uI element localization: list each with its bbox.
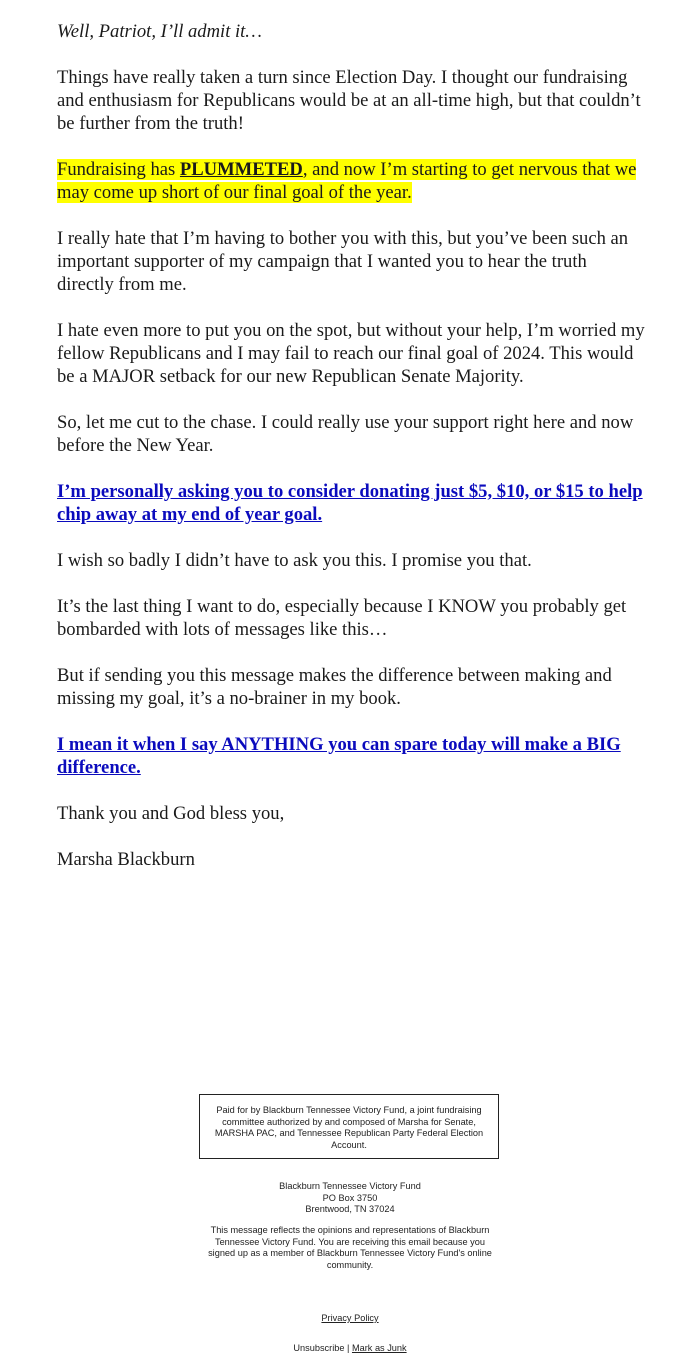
- paid-for-disclaimer: Paid for by Blackburn Tennessee Victory Fund, a joint fundraising committee authorized by and composed of Marsha for Senate, MARSHA PAC, and Tennessee Republican Party Federal Election Account.: [199, 1094, 499, 1159]
- paragraph-goal: I hate even more to put you on the spot, but without your help, I’m worried my fellow Republicans and I may fail to reach our final goal of 2024. This would be a MAJOR setback for our new Republican Senate Majority.: [57, 320, 645, 387]
- unsubscribe-text[interactable]: Unsubscribe: [293, 1343, 345, 1353]
- mailing-address: [0, 1181, 700, 1216]
- privacy-policy-link[interactable]: Privacy Policy: [321, 1313, 379, 1323]
- cta-paragraph-1: [57, 480, 647, 526]
- address-org: Blackburn Tennessee Victory Fund: [279, 1181, 421, 1191]
- paragraph-last-thing: It’s the last thing I want to do, especially because I KNOW you probably get bombarded with lots of messages like this…: [57, 596, 627, 640]
- address-city: Brentwood, TN 37024: [305, 1204, 395, 1214]
- paragraph-chase: So, let me cut to the chase. I could really use your support right here and now before the New Year.: [57, 412, 634, 456]
- greeting: Well, Patriot, I’ll admit it…: [57, 21, 262, 42]
- highlight-tail: , and now I’m starting to get nervous that we may come up short of our final goal of the year.: [57, 159, 637, 203]
- plummeted-emphasis: PLUMMETED: [179, 159, 303, 180]
- notice-text: This message reflects the opinions and representations of Blackburn Tennessee Victory Fund. You are receiving this email because you signed up as a member of Blackburn Tennessee Victory Fund's online community.: [208, 1225, 492, 1270]
- paragraph-bother: I really hate that I’m having to bother you with this, but you’ve been such an important supporter of my campaign that I wanted you to hear the truth directly from me.: [57, 228, 629, 295]
- link-separator: |: [344, 1343, 352, 1353]
- address-po-box: PO Box 3750: [322, 1192, 378, 1203]
- paragraph-difference: But if sending you this message makes the difference between making and missing my goal, it’s a no-brainer in my book.: [57, 665, 612, 709]
- donate-link-2[interactable]: I mean it when I say ANYTHING you can spare today will make a BIG difference.: [57, 734, 621, 778]
- closing: Thank you and God bless you,: [57, 803, 285, 824]
- paragraph-wish: I wish so badly I didn’t have to ask you this. I promise you that.: [57, 550, 532, 571]
- donate-link-1[interactable]: I’m personally asking you to consider donating just $5, $10, or $15 to help chip away at my end of year goal.: [57, 481, 643, 525]
- signature: Marsha Blackburn: [57, 849, 195, 870]
- paragraph-highlight: [57, 158, 647, 204]
- privacy-row: [0, 1313, 700, 1325]
- paragraph-intro: Things have really taken a turn since Election Day. I thought our fundraising and enthusiasm for Republicans would be at an all-time high, but that couldn’t be further from the truth!: [57, 67, 641, 134]
- email-body: [57, 20, 647, 894]
- highlighted-text: [57, 159, 636, 203]
- mark-as-junk-link[interactable]: Mark as Junk: [351, 1343, 407, 1353]
- subscription-notice: [0, 1225, 700, 1271]
- unsubscribe-row: [0, 1343, 700, 1355]
- highlight-lead: Fundraising has: [57, 159, 180, 180]
- cta-paragraph-2: [57, 733, 647, 779]
